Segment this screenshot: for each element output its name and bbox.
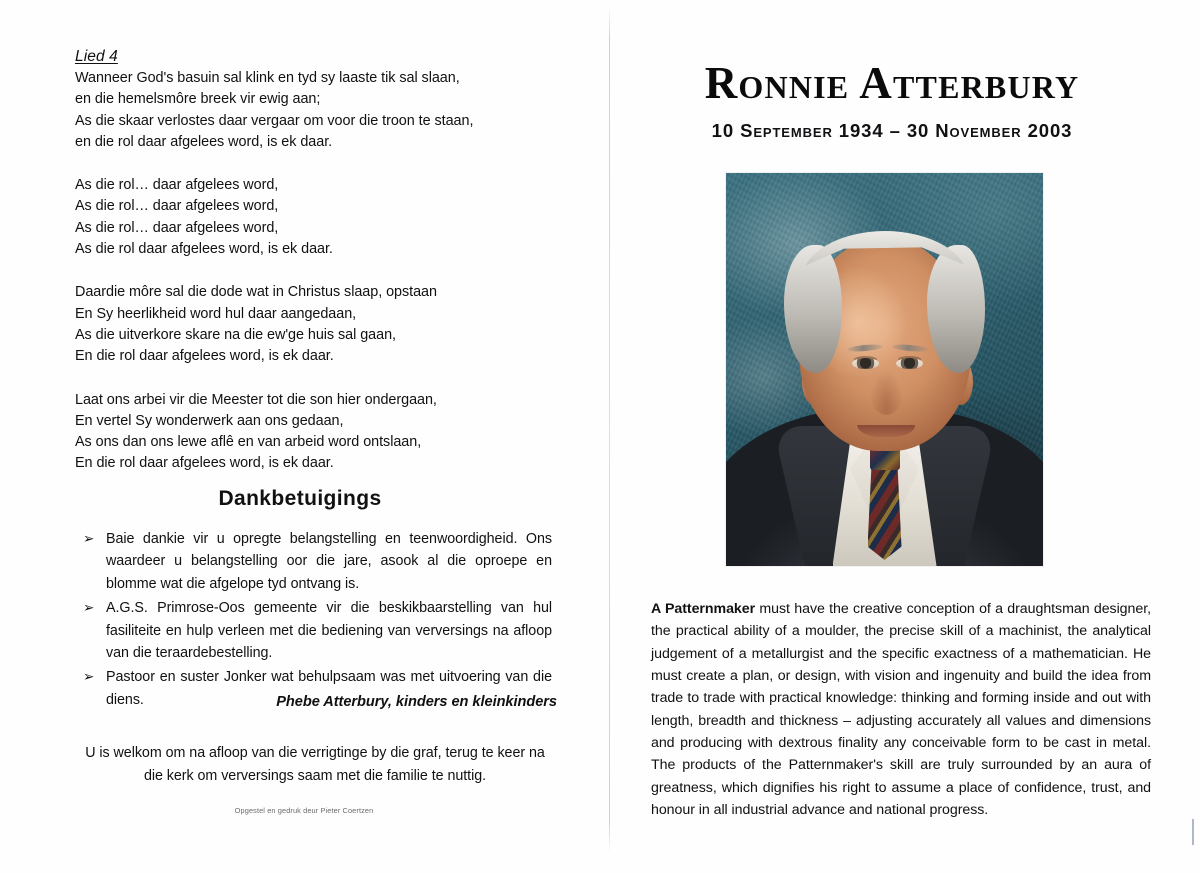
song-title: Lied 4: [75, 48, 118, 65]
song-stanza: [75, 282, 555, 367]
verse-line: As die skaar verlostes daar vergaar om voor die troon te staan,: [75, 112, 474, 129]
invitation-text: U is welkom om na afloop van die verrigtinge by die graf, terug te keer na die kerk om verversings saam met die familie te nuttig.: [85, 745, 545, 784]
bullet-arrow-icon: ➢: [83, 531, 95, 546]
verse-line: En vertel Sy wonderwerk aan ons gedaan,: [75, 412, 344, 429]
nose-shape: [869, 369, 903, 415]
eye-right-shape: [896, 358, 923, 369]
page-title: Ronnie Atterbury: [704, 58, 1080, 108]
song-section: [75, 48, 555, 475]
verse-line: en die hemelsmôre breek vir ewig aan;: [75, 91, 321, 108]
tribute-body: must have the creative conception of a draughtsman designer, the practical ability of a moulder, the precise skill of a machinist, the analytical judgement of a metallurgist and the specific exactness of a mathematician. He must create a plan, or design, with vision and ingenuity and build the idea from trade to trade with practical knowledge: thinking and forming inside and out with length, breadth and thickness – adjusting accurately all values and dimensions and producing with dextrous finality any conceivable form to be cast in metal. The products of the Patternmaker's skill are truly surrounded by an aura of greatness, which dignifies his right to assume a place of confidence, trust, and honour in all industrial advance and national progress.: [651, 601, 1151, 818]
printer-credit: Opgestel en gedruk deur Pieter Coertzen: [234, 806, 374, 815]
portrait-photo: [726, 173, 1043, 566]
verse-line: As die rol… daar afgelees word,: [75, 177, 279, 194]
list-item-text: Pastoor en suster Jonker wat behulpsaam was met uitvoering van die diens.: [106, 669, 552, 708]
song-stanza: [75, 390, 555, 475]
bullet-arrow-icon: ➢: [83, 600, 95, 616]
verse-line: Wanneer God's basuin sal klink en tyd sy laaste tik sal slaan,: [75, 70, 460, 86]
song-stanza: [75, 175, 555, 260]
acknowledgements-list: [80, 528, 552, 713]
verse-line: As ons dan ons lewe aflê en van arbeid word ontslaan,: [75, 434, 422, 451]
verse-line: As die rol daar afgelees word, is ek daar.: [75, 241, 333, 258]
acknowledgements-heading: Dankbetuigings: [218, 487, 382, 510]
song-stanza: [75, 68, 555, 153]
list-item: [80, 597, 552, 664]
bullet-arrow-icon: ➢: [83, 669, 95, 685]
eye-left-shape: [852, 358, 879, 369]
verse-line: Laat ons arbei vir die Meester tot die son hier ondergaan,: [75, 391, 437, 408]
tribute-paragraph: [651, 598, 1151, 821]
center-fold-line: [609, 6, 610, 854]
verse-line: As die uitverkore skare na die ew'ge huis sal gaan,: [75, 326, 396, 343]
list-item-text: Baie dankie vir u opregte belangstelling en teenwoordigheid. Ons waardeer u belangstelling oor die jare, asook al die oproepe en blomme wat die afgelope tyd ontvang is.: [106, 531, 552, 592]
verse-line: En die rol daar afgelees word, is ek daar.: [75, 455, 334, 472]
verse-line: As die rol… daar afgelees word,: [75, 198, 279, 215]
verse-line: As die rol… daar afgelees word,: [75, 219, 279, 236]
verse-line: Daardie môre sal die dode wat in Christus slaap, opstaan: [75, 284, 437, 301]
list-item: [80, 528, 552, 595]
necktie-shape: [868, 464, 902, 560]
life-dates: 10 September 1934 – 30 November 2003: [711, 120, 1073, 141]
verse-line: En Sy heerlikheid word hul daar aangedaan,: [75, 305, 357, 322]
right-page: [612, 0, 1200, 873]
tribute-lead: A Patternmaker: [651, 601, 756, 618]
verse-line: En die rol daar afgelees word, is ek daar.: [75, 348, 334, 365]
family-signature: Phebe Atterbury, kinders en kleinkinders: [276, 694, 557, 710]
list-item-text: A.G.S. Primrose-Oos gemeente vir die beskikbaarstelling van hul fasiliteite en hulp verleen met die bediening van verversings na afloop van die teraardebestelling.: [106, 600, 552, 662]
verse-line: en die rol daar afgelees word, is ek daar.: [75, 133, 333, 150]
